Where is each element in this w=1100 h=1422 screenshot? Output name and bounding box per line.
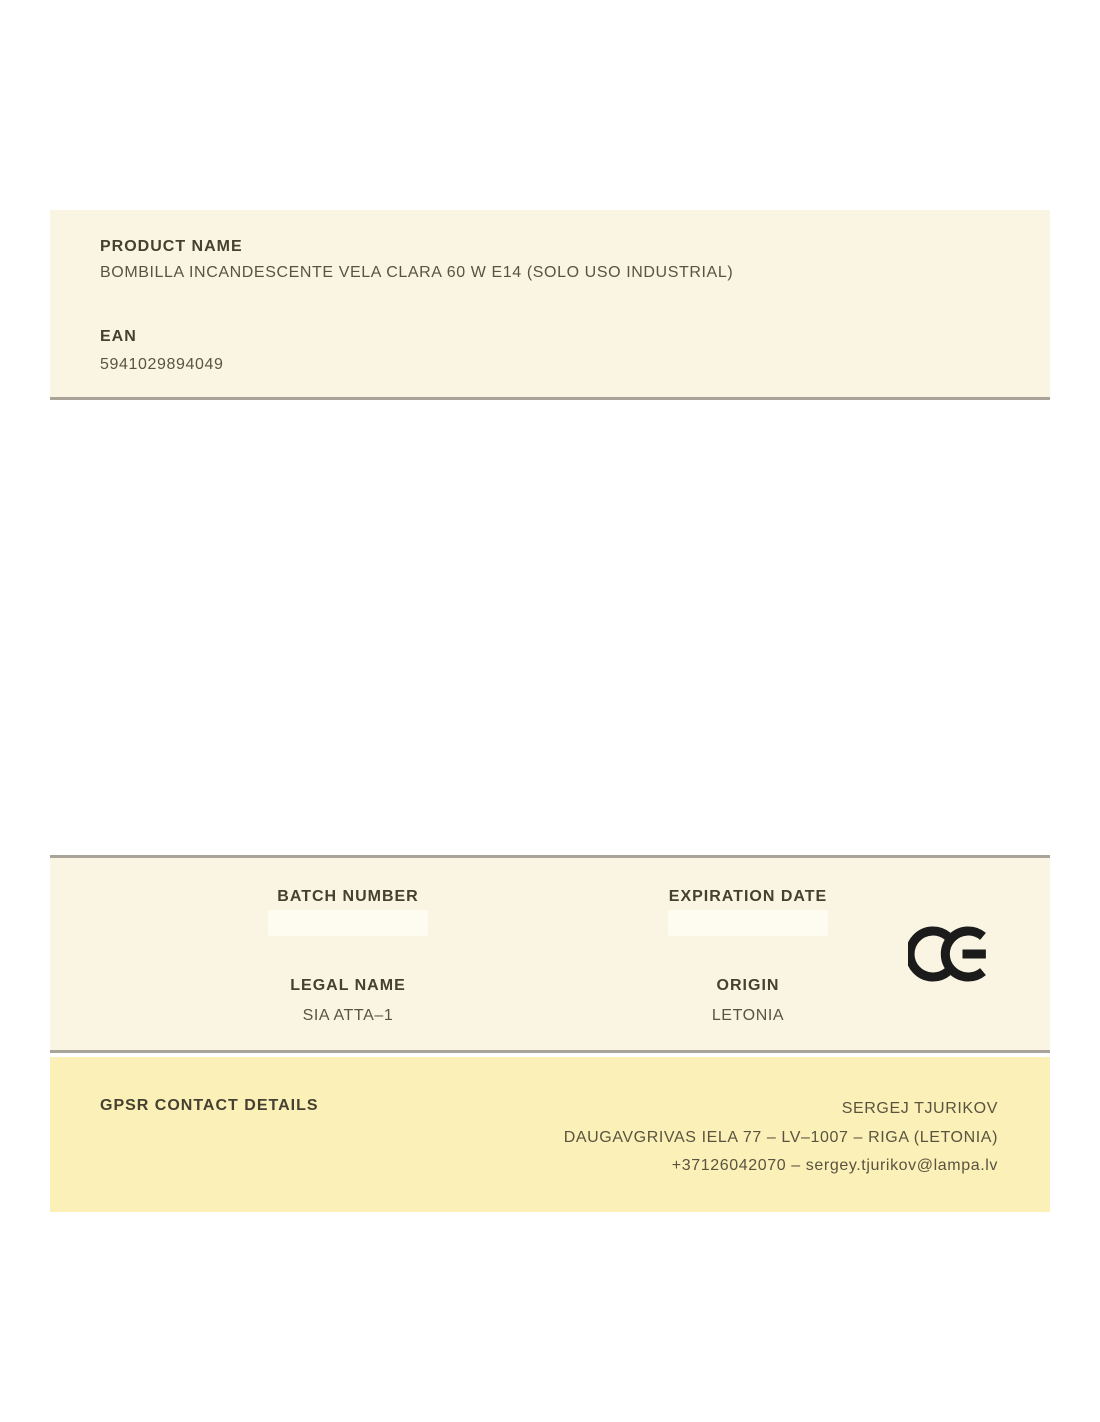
product-name-label: PRODUCT NAME <box>100 238 243 255</box>
gpsr-contact-address: DAUGAVGRIVAS IELA 77 – LV–1007 – RIGA (LETONIA) <box>563 1128 998 1146</box>
gpsr-contact-name: SERGEJ TJURIKOV <box>841 1100 998 1117</box>
batch-number-value-placeholder <box>268 910 428 936</box>
legal-name-value: SIA ATTA–1 <box>302 1007 394 1024</box>
origin-value: LETONIA <box>711 1007 785 1024</box>
product-name-value: BOMBILLA INCANDESCENTE VELA CLARA 60 W E14 (SOLO USO INDUSTRIAL) <box>100 264 734 281</box>
gpsr-section <box>50 1057 1050 1212</box>
legal-name-label: LEGAL NAME <box>290 977 406 994</box>
gpsr-contact-details-label: GPSR CONTACT DETAILS <box>100 1097 319 1114</box>
gpsr-contact-phone-email: +37126042070 – sergey.tjurikov@lampa.lv <box>671 1157 998 1174</box>
origin-label: ORIGIN <box>716 977 780 994</box>
expiration-date-label: EXPIRATION DATE <box>668 888 828 905</box>
ce-mark-icon <box>908 922 994 986</box>
batch-number-label: BATCH NUMBER <box>277 888 419 905</box>
gpsr-contact-block <box>564 1095 998 1181</box>
ean-label: EAN <box>100 328 137 345</box>
ean-value: 5941029894049 <box>100 356 224 373</box>
product-section <box>50 210 1050 400</box>
expiration-date-value-placeholder <box>668 910 828 936</box>
batch-section <box>50 855 1050 1053</box>
